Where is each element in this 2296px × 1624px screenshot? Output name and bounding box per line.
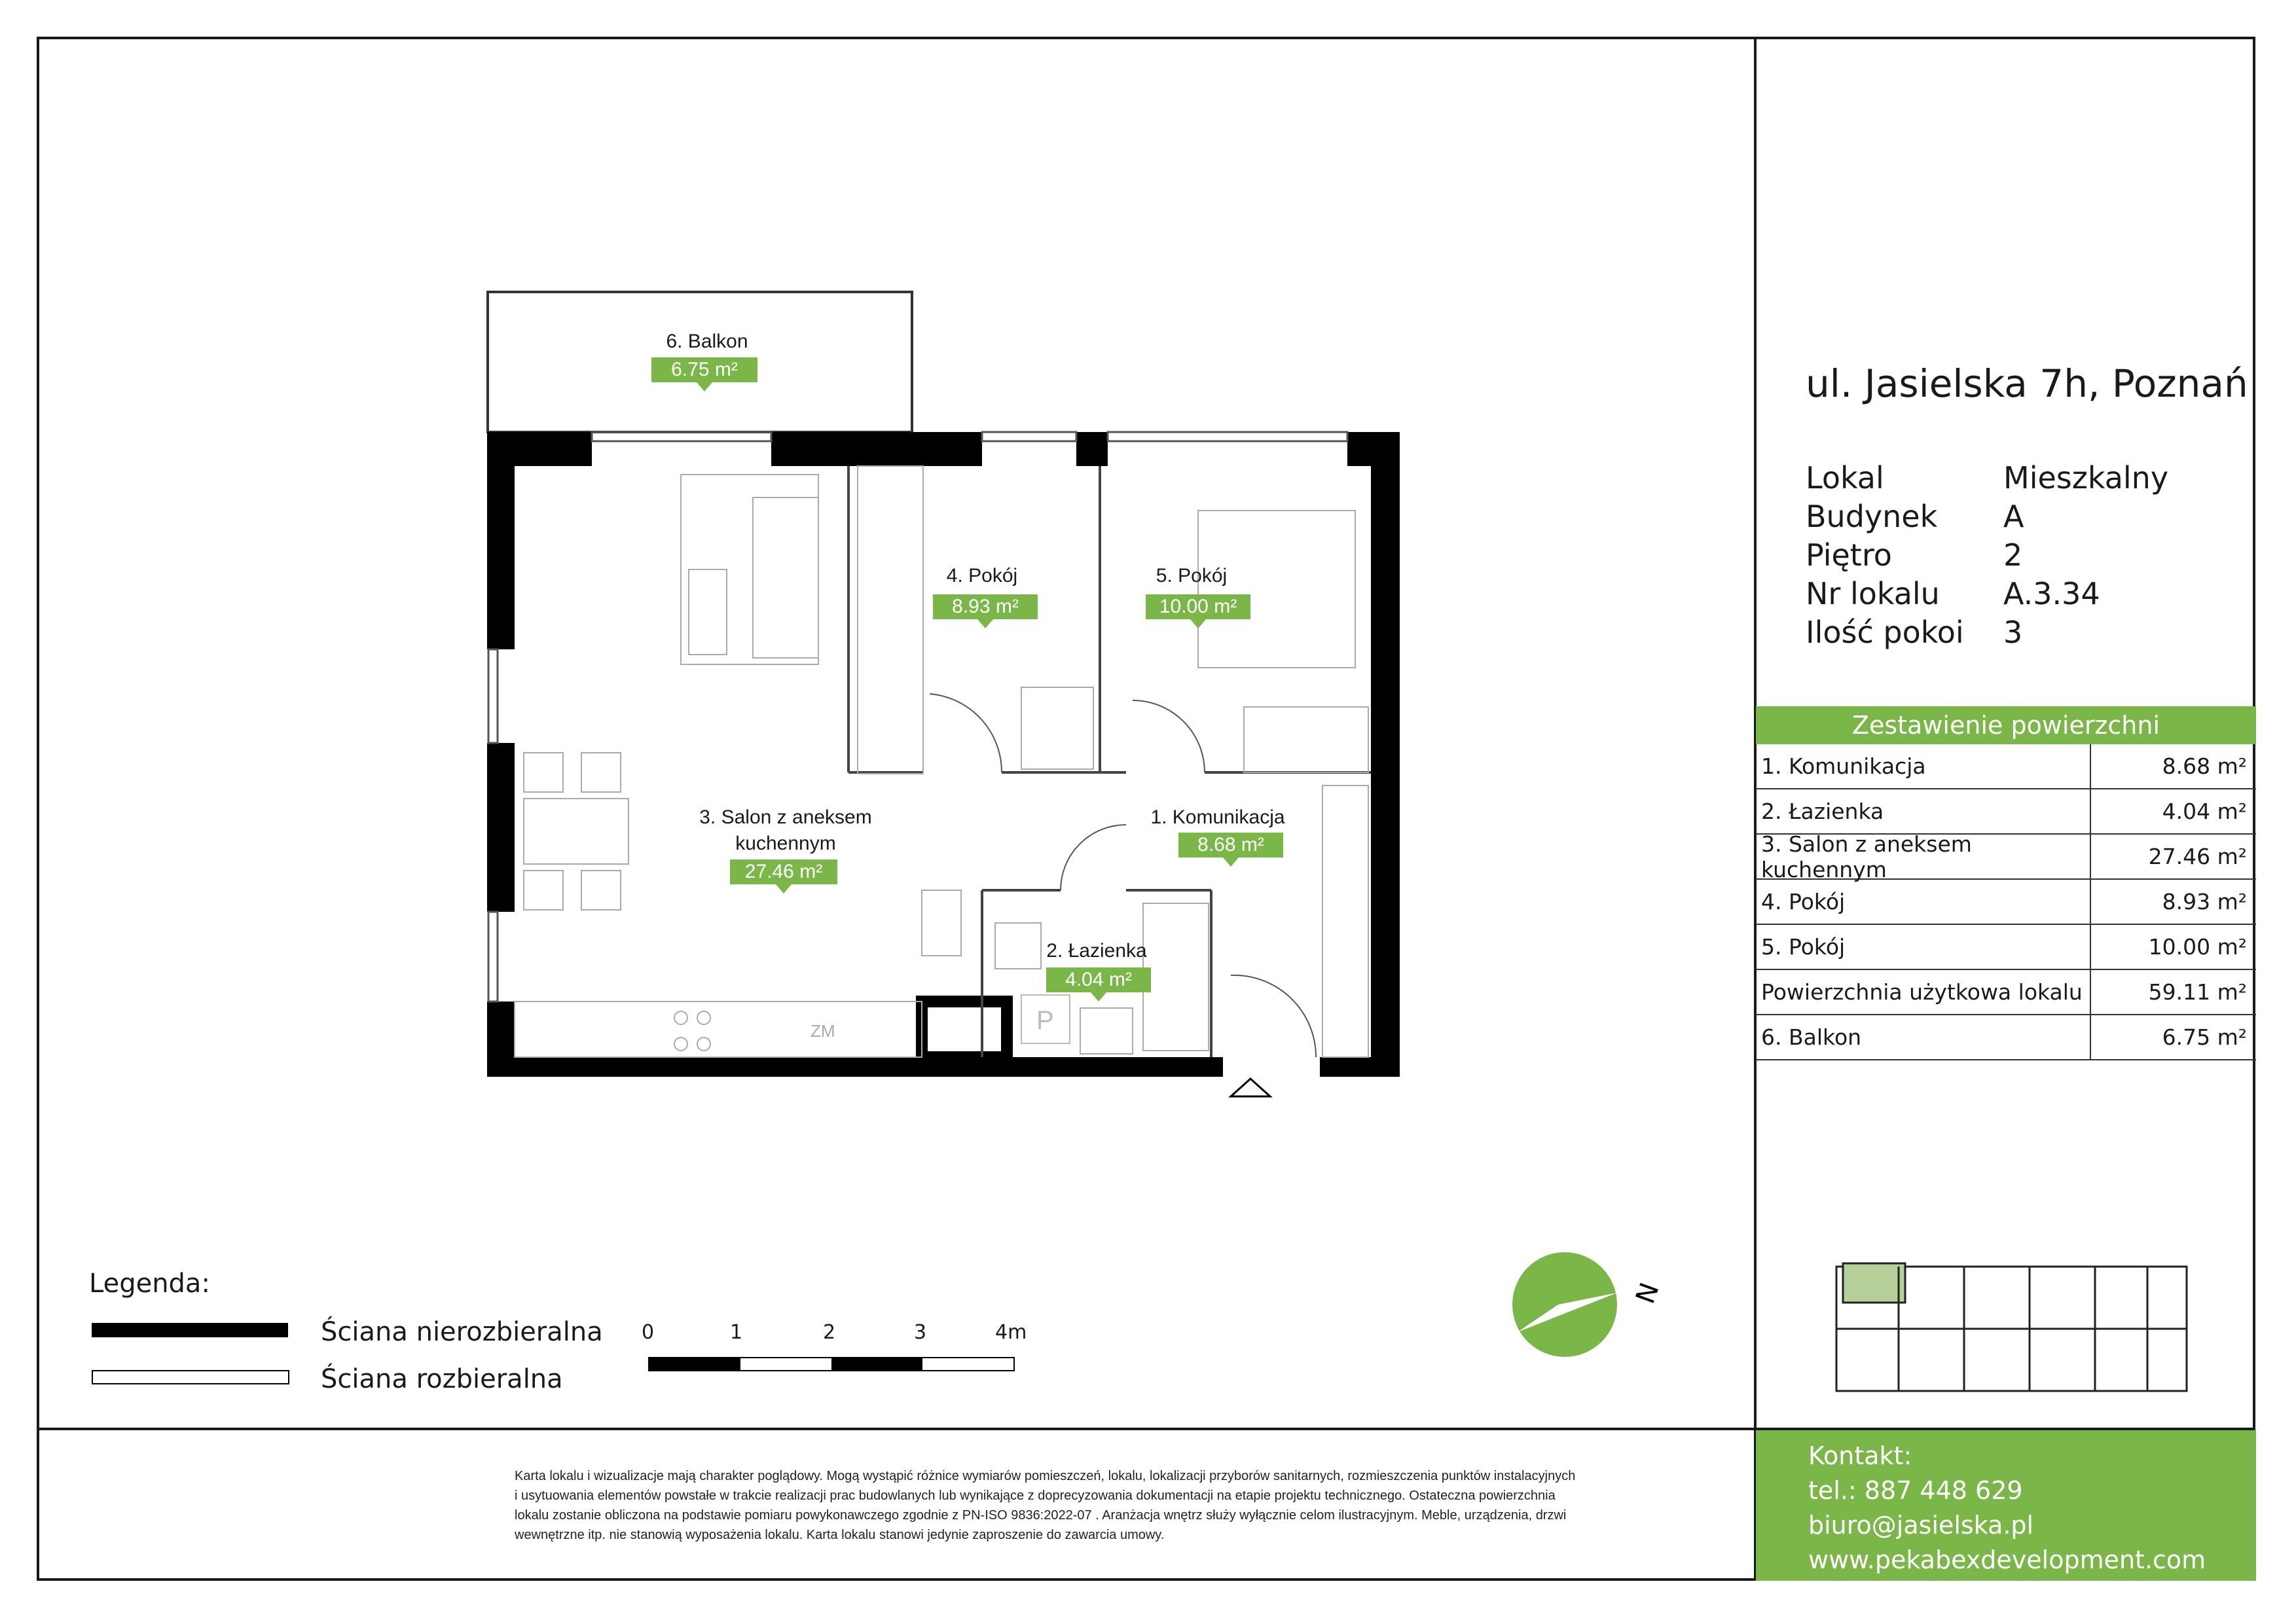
disclaimer-line: wewnętrzne itp. nie stanowią wyposażenia lokalu. Karta lokalu stanowi jedynie zaproszenie do zawarcia umowy. <box>515 1528 1165 1542</box>
scale-label: 0 <box>642 1321 655 1344</box>
area-row <box>1756 831 2256 882</box>
contact-website-link[interactable]: www.pekabexdevelopment.com <box>1808 1545 2206 1574</box>
legend-hollow-wall-label: Ściana rozbieralna <box>321 1364 563 1394</box>
parking-symbol: P <box>1036 1006 1054 1035</box>
disclaimer-line: lokalu zostanie obliczona na podstawie pomiaru powykonawczego zgodnie z PN-ISO 9836:2022-07 . Aranżacja wnętrz służy wyłącznie celom ilustracyjnym. Meble, urządzenia, drzwi <box>515 1508 1567 1523</box>
area-row <box>1756 925 2256 970</box>
contact-phone[interactable]: tel.: 887 448 629 <box>1808 1475 2023 1505</box>
area-row <box>1756 744 2256 789</box>
legend-solid-wall-label: Ściana nierozbieralna <box>321 1317 603 1347</box>
area-row <box>1756 970 2256 1015</box>
info-key: Piętro <box>1806 537 1892 573</box>
entrance-marker <box>1231 1079 1270 1096</box>
area-value: 4.04 m² <box>2162 799 2247 824</box>
scale-label: 4m <box>995 1321 1027 1344</box>
info-value: 3 <box>2003 614 2023 650</box>
info-key: Ilość pokoi <box>1806 614 1964 650</box>
info-row <box>1806 613 2168 651</box>
fridge-label: ZM <box>811 1021 835 1041</box>
area-name: Powierzchnia użytkowa lokalu <box>1756 970 2091 1014</box>
info-key: Nr lokalu <box>1806 575 1940 611</box>
info-row <box>1806 535 2168 574</box>
area-value: 8.68 m² <box>2162 753 2247 779</box>
compass-letter: N <box>1630 1278 1666 1308</box>
pokoj5-area-badge: 10.00 m² <box>1146 594 1250 619</box>
area-value: 27.46 m² <box>2148 844 2247 869</box>
info-key: Lokal <box>1806 460 1884 496</box>
pokoj5-label: 5. Pokój <box>1156 565 1228 586</box>
area-row <box>1756 880 2256 925</box>
lazienka-label: 2. Łazienka <box>1046 940 1147 962</box>
legend-hollow-wall-swatch <box>92 1370 289 1384</box>
balkon-label: 6. Balkon <box>666 331 748 352</box>
contact-title: Kontakt: <box>1808 1441 1912 1470</box>
area-summary-table <box>1756 706 2256 1060</box>
area-name: 3. Salon z aneksem kuchennym <box>1756 835 2091 878</box>
info-row <box>1806 458 2168 497</box>
disclaimer-line: Karta lokalu i wizualizacje mają charakter poglądowy. Mogą wystąpić różnice wymiarów pomieszczeń, lokalu, lokalizacji przyborów sanitarnych, rozmieszczenia punktów instalacyjnych <box>515 1469 1576 1483</box>
area-value: 10.00 m² <box>2148 934 2247 960</box>
salon-label-line1: 3. Salon z aneksem <box>699 806 872 828</box>
contact-box <box>1756 1430 2256 1581</box>
area-name: 1. Komunikacja <box>1756 744 2091 788</box>
area-row <box>1756 1015 2256 1060</box>
balkon-area-badge: 6.75 m² <box>651 357 757 382</box>
area-row <box>1756 789 2256 835</box>
area-summary-title: Zestawienie powierzchni <box>1756 706 2256 744</box>
area-name: 6. Balkon <box>1756 1015 2091 1059</box>
area-value: 6.75 m² <box>2162 1024 2247 1050</box>
contact-email-link[interactable]: biuro@jasielska.pl <box>1808 1510 2034 1540</box>
scale-bar <box>648 1357 1015 1371</box>
salon-area-badge: 27.46 m² <box>730 859 837 884</box>
scale-label: 1 <box>730 1321 743 1344</box>
lazienka-area-badge: 4.04 m² <box>1046 967 1151 992</box>
area-name: 2. Łazienka <box>1756 789 2091 833</box>
unit-info <box>1806 458 2168 651</box>
salon-label-line2: kuchennym <box>735 833 836 854</box>
scale-label: 3 <box>914 1321 927 1344</box>
windows <box>488 432 1347 1001</box>
disclaimer-line: i usytuowania elementów powstałe w trakcie realizacji prac budowlanych lub wynikające z doprecyzowania dokumentacji na etapie projektu technicznego. Ostateczna powierzchnia <box>515 1489 1556 1503</box>
compass <box>1512 1252 1666 1357</box>
pokoj4-area-badge: 8.93 m² <box>933 594 1038 619</box>
info-key: Budynek <box>1806 498 1938 534</box>
area-value: 8.93 m² <box>2162 889 2247 914</box>
area-value: 59.11 m² <box>2148 979 2247 1005</box>
pokoj4-label: 4. Pokój <box>946 565 1018 586</box>
info-row <box>1806 497 2168 535</box>
info-row <box>1806 574 2168 613</box>
info-value: A <box>2003 498 2024 534</box>
scale-label: 2 <box>823 1321 836 1344</box>
info-value: Mieszkalny <box>2003 460 2169 496</box>
area-name: 5. Pokój <box>1756 925 2091 969</box>
legend-solid-wall-swatch <box>92 1323 288 1337</box>
area-name: 4. Pokój <box>1756 880 2091 924</box>
komunikacja-label: 1. Komunikacja <box>1150 806 1285 828</box>
legend-title: Legenda: <box>89 1269 210 1299</box>
furniture <box>515 466 1368 1057</box>
komunikacja-area-badge: 8.68 m² <box>1178 833 1283 857</box>
address-title: ul. Jasielska 7h, Poznań <box>1806 361 2248 406</box>
info-value: 2 <box>2003 537 2023 573</box>
disclaimer <box>515 1466 1706 1545</box>
key-plan <box>1836 1263 2187 1391</box>
info-value: A.3.34 <box>2003 575 2100 611</box>
